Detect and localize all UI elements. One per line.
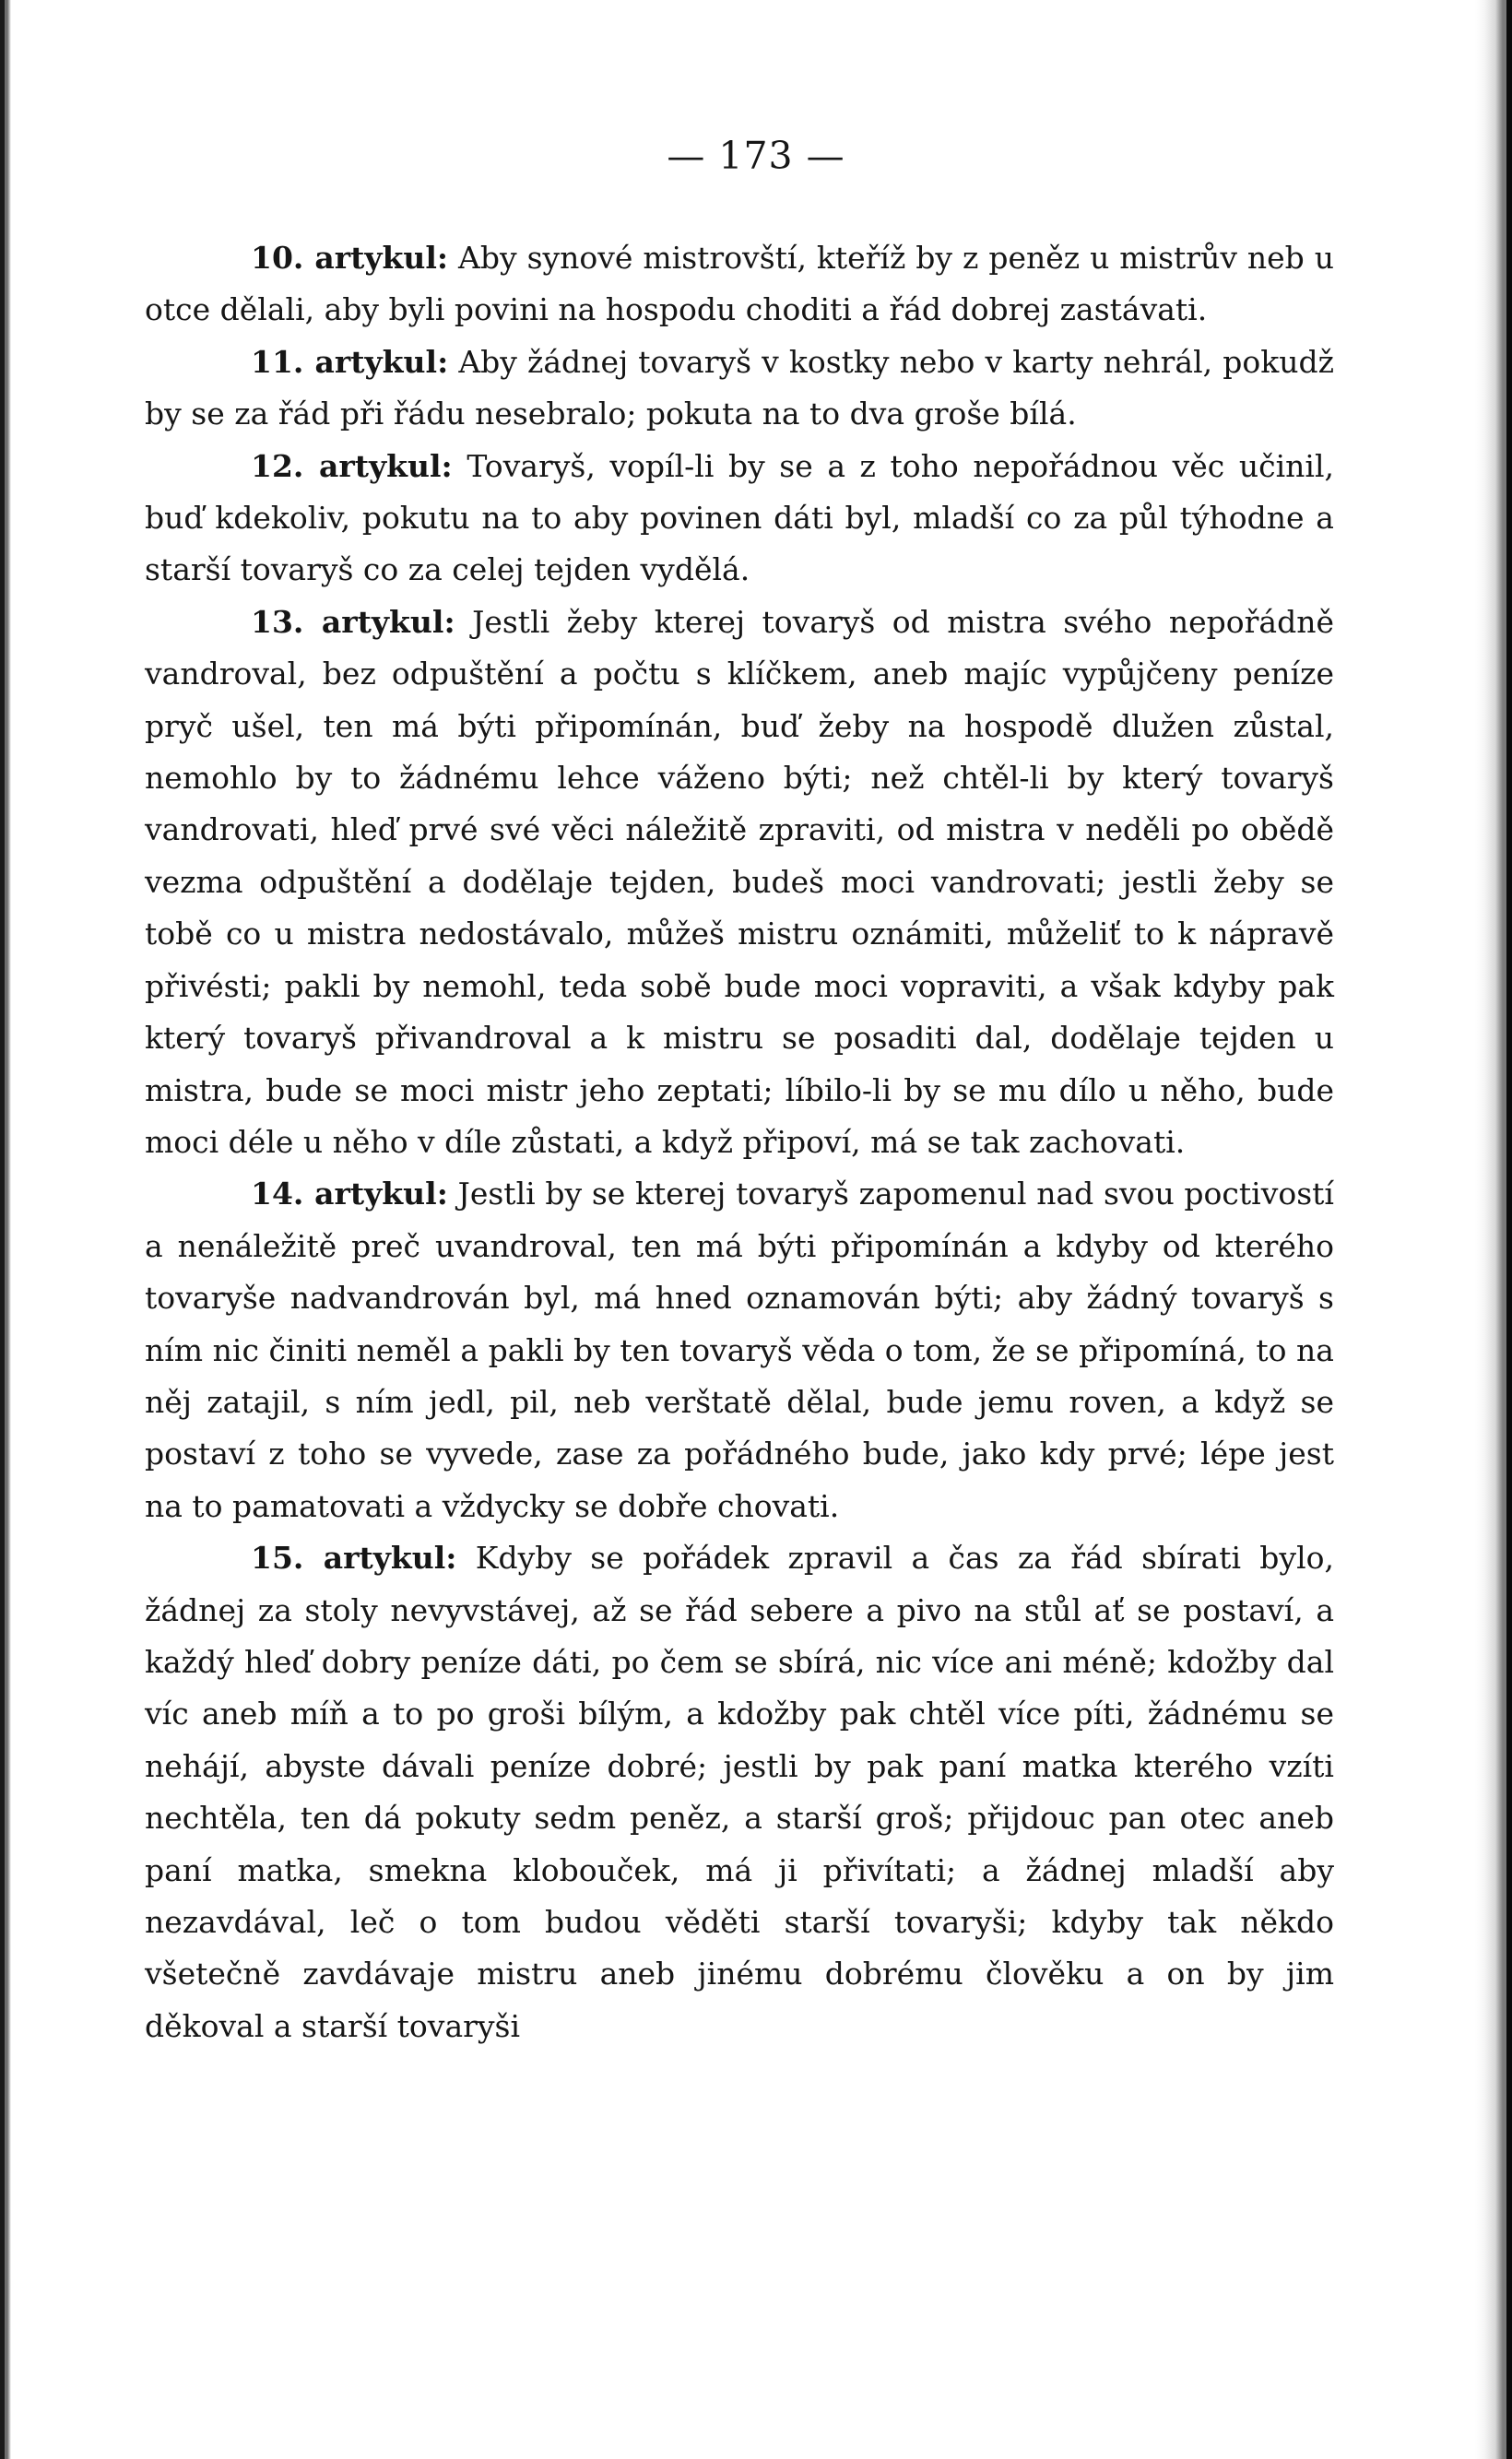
article-text: Jestli by se kterej tovaryš zapomenul nad svou poctivostí a nenáležitě preč uvandroval, ten má býti připomínán a kdyby od kterého tovaryše nadvandrován byl, má hned oznamován býti; aby žádný tovaryš s ním nic činiti neměl a pakli by ten tovaryš věda o tom, že se připomíná, to na něj zatajil, s ním jedl, pil, neb verštatě dělal, bude jemu roven, a když se postaví z toho se vyvede, zase za pořádného bude, jako kdy prvé; lépe jest na to pamatovati a vždycky se dobře chovati. <box>145 1176 1334 1524</box>
article-15 <box>145 1532 1334 2052</box>
article-text: Jestli žeby kterej tovaryš od mistra svého nepořádně vandroval, bez odpuštění a počtu s klíčkem, aneb majíc vypůjčeny peníze pryč ušel, ten má býti připomínán, buď žeby na hospodě dlužen zůstal, nemohlo by to žádnému lehce váženo býti; než chtěl-li by který tovaryš vandrovati, hleď prvé své věci náležitě zpraviti, od mistra v neděli po obědě vezma odpuštění a dodělaje tejden, budeš moci vandrovati; jestli žeby se tobě co u mistra nedostávalo, můžeš mistru oznámiti, můželiť to k nápravě přivésti; pakli by nemohl, teda sobě bude moci vopraviti, a však kdyby pak který tovaryš přivandroval a k mistru se posaditi dal, dodělaje tejden u mistra, bude se moci mistr jeho zeptati; líbilo-li by se mu dílo u něho, bude moci déle u něho v díle zůstati, a když připoví, má se tak zachovati. <box>145 603 1335 1160</box>
article-number: 10. artykul: <box>251 240 449 276</box>
article-14 <box>145 1168 1334 1532</box>
article-number: 15. artykul: <box>251 1540 457 1577</box>
article-11 <box>145 337 1334 441</box>
article-text: Aby synové mistrovští, kteříž by z peněz u mistrův neb u otce dělali, aby byli povini na hospodu choditi a řád dobrej zastávati. <box>145 240 1334 328</box>
article-12 <box>145 441 1334 597</box>
article-number: 11. artykul: <box>251 343 449 380</box>
article-text: Aby žádnej tovaryš v kostky nebo v karty nehrál, pokudž by se za řád při řádu nesebralo; pokuta na to dva groše bílá. <box>145 343 1334 432</box>
article-text: Kdyby se pořádek zpravil a čas za řád sbírati bylo, žádnej za stoly nevyvstávej, až se řád sebere a pivo na stůl ať se postaví, a každý hleď dobry peníze dáti, po čem se sbírá, nic více ani méně; kdožby dal víc aneb míň a to po groši bílým, a kdožby pak chtěl více píti, žádnému se nehájí, abyste dávali peníze dobré; jestli by pak paní matka kterého vzíti nechtěla, ten dá pokuty sedm peněz, a starší groš; přijdouc pan otec aneb paní matka, smekna klobouček, má ji přivítati; a žádnej mladší aby nezavdával, leč o tom budou věděti starší tovaryši; kdyby tak někdo všetečně zavdávaje mistru aneb jinému dobrému člověku a on by jim děkoval a starší tovaryši <box>145 1540 1334 2044</box>
scan-edge-left <box>0 0 11 2459</box>
page-number: — 173 — <box>667 134 845 178</box>
article-number: 13. artykul: <box>251 603 455 640</box>
article-number: 12. artykul: <box>251 447 453 484</box>
article-text: Tovaryš, vopíl-li by se a z toho nepořádnou věc učinil, buď kdekoliv, pokutu na to aby povinen dáti byl, mladší co za půl týhodne a starší tovaryš co za celej tejden vydělá. <box>145 447 1334 588</box>
article-13 <box>145 597 1334 1168</box>
article-number: 14. artykul: <box>251 1176 448 1212</box>
body-text <box>145 232 1334 2052</box>
article-10 <box>145 232 1334 337</box>
scan-edge-right <box>1475 0 1512 2459</box>
